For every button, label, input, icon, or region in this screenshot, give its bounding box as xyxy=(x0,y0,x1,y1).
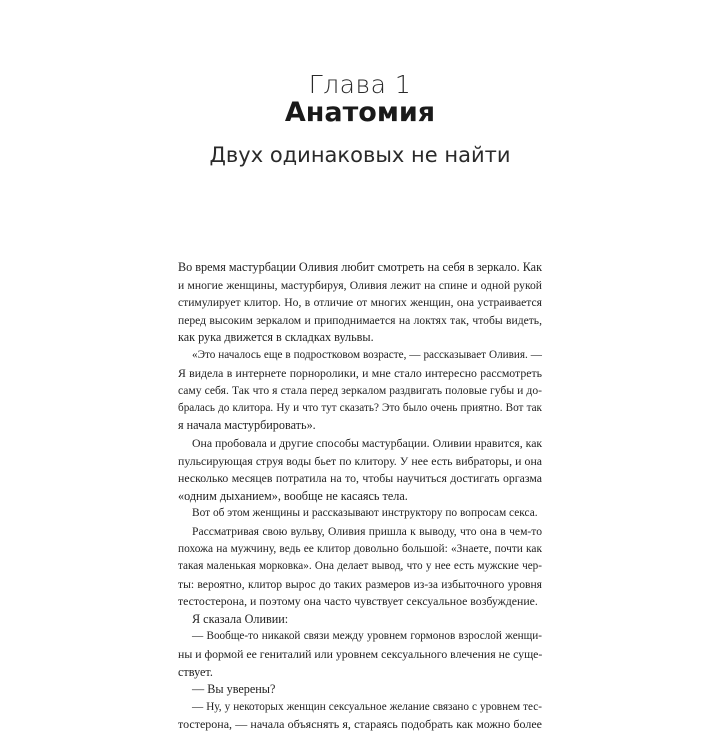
text-line: саму себя. Так что я стала перед зеркалом раздвигать половые губы и до- xyxy=(178,384,542,398)
text-line: Она пробовала и другие способы мастурбации. Оливии нравится, как xyxy=(192,435,543,450)
text-line: — Ну, у некоторых женщин сексуальное желание связано с уровнем тес- xyxy=(192,700,542,713)
text-line: Я сказала Оливии: xyxy=(192,611,289,626)
body-text xyxy=(178,259,542,734)
text-line: и многие женщины, мастурбируя, Оливия лежит на спине и одной рукой xyxy=(178,278,542,292)
text-line: ствует. xyxy=(178,664,213,679)
text-line: перед высоким зеркалом и приподнимается на локтях так, чтобы видеть, xyxy=(178,313,542,327)
text-line: Вот об этом женщины и рассказывают инструктору по вопросам секса. xyxy=(192,507,538,520)
text-line: несколько месяцев потратила на то, чтобы научиться достигать оргазма xyxy=(178,471,542,486)
text-line: — Вообще-то никакой связи между уровнем гормонов взрослой женщи- xyxy=(192,630,542,643)
chapter-number: Глава 1 xyxy=(308,70,412,99)
text-line: «Это началось еще в подростковом возрасте, — рассказывает Оливия. — xyxy=(192,348,542,361)
text-line: Во время мастурбации Оливия любит смотреть на себя в зеркало. Как xyxy=(178,260,542,274)
text-line: похожа на мужчину, ведь ее клитор довольно большой: «Знаете, почти как xyxy=(178,542,542,555)
text-line: — Вы уверены? xyxy=(192,682,276,697)
text-line: Я видела в интернете порноролики, и мне стало интересно рассмотреть xyxy=(178,365,542,380)
text-line: ты: вероятно, клитор вырос до таких размеров из-за избыточного уровня xyxy=(178,577,542,591)
chapter-title: Анатомия xyxy=(284,97,436,128)
text-line: бралась до клитора. Ну и что тут сказать? Это было очень приятно. Вот так xyxy=(178,401,542,414)
text-line: как рука движется в складках вульвы. xyxy=(178,330,374,345)
text-line: такая маленькая морковка». Она делает вывод, что у нее есть мужские чер- xyxy=(178,560,542,573)
chapter-subtitle: Двух одинаковых не найти xyxy=(209,143,511,167)
text-line: «одним дыханием», вообще не касаясь тела. xyxy=(178,488,408,503)
text-line: тестостерона, и поэтому она часто чувствует сексуальное возбуждение. xyxy=(178,594,538,609)
text-line: я начала мастурбировать». xyxy=(178,418,316,433)
text-line: Рассматривая свою вульву, Оливия пришла к выводу, что она в чем-то xyxy=(192,524,542,538)
text-line: пульсирующая струя воды бьет по клитору. У нее есть вибраторы, и она xyxy=(178,453,542,468)
text-line: ны и формой ее гениталий или уровнем сексуального влечения не суще- xyxy=(178,647,543,662)
text-line: тостерона, — начала объяснять я, стараясь подобрать как можно более xyxy=(178,717,542,732)
text-line: стимулирует клитор. Но, в отличие от многих женщин, она устраивается xyxy=(178,296,542,310)
